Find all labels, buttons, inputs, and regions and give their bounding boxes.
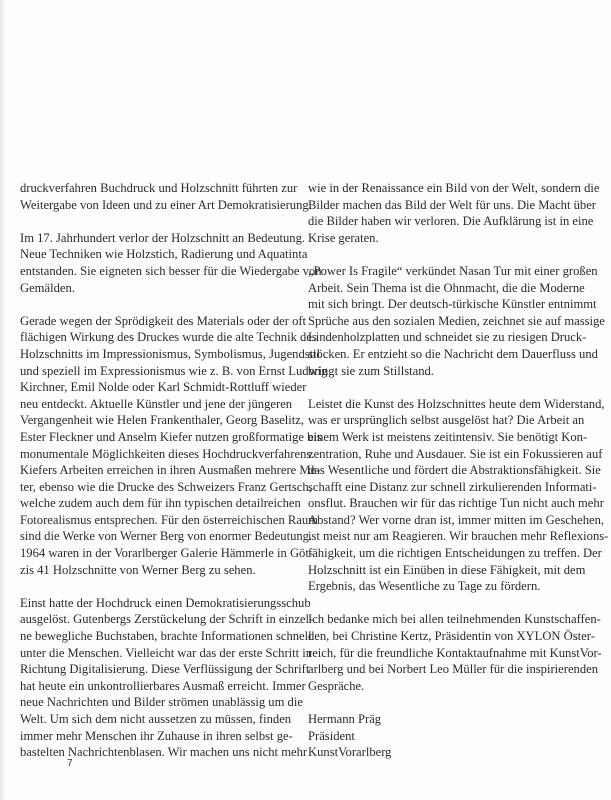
text-line: Gemälden. [20,280,75,295]
paragraph [20,230,322,296]
text-line: 1964 waren in der Vorarlberger Galerie Hämmerle in Göt- [20,546,314,561]
text-line: Weitergabe von Ideen und zu einer Art Demokratisierung. [20,197,312,212]
text-line: Im 17. Jahrhundert verlor der Holzschnitt an Bedeutung. [20,230,306,245]
text-line: neue Nachrichten und Bilder strömen unablässig um die [20,695,303,710]
text-line: zentration, Ruhe und Ausdauer. Sie ist ein Fokussieren auf [308,446,603,461]
text-line: Neue Techniken wie Holzstich, Radierung und Aquatinta [20,247,308,262]
text-line: Holzschnitt ist ein Einüben in diese Fähigkeit, mit dem [308,562,586,577]
text-line: stöcken. Er entzieht so die Nachricht dem Dauerfluss und [308,346,598,361]
text-line: den, bei Christine Kertz, Präsidentin von XYLON Öster- [308,629,595,644]
text-line: einem Werk ist meistens zeitintensiv. Sie benötigt Kon- [308,429,588,444]
text-line: Lindenholzplatten und schneidet sie zu riesigen Druck- [308,330,587,345]
text-line: Richtung Digitalisierung. Diese Verflüssigung der Schrift [20,662,310,677]
text-line: die Bilder haben wir verloren. Die Aufklärung ist in eine [308,214,594,229]
text-line: ist meist nur am Reagieren. Wir brauchen mehr Reflexions- [308,529,609,544]
text-line: schafft eine Distanz zur schnell zirkulierenden Informati- [308,479,597,494]
text-line: Krise geraten. [308,230,379,245]
text-line: monumentale Möglichkeiten dieses Hochdruckverfahrens. [20,446,315,461]
text-line: was er ursprünglich selbst ausgelöst hat? Die Arbeit an [308,413,585,428]
paragraph [308,611,602,694]
text-line: und speziell im Expressionismus wie z. B. von Ernst Ludwig [20,363,328,378]
text-line: ter, ebenso wie die Drucke des Schweizers Franz Gertsch, [20,479,312,494]
text-line: Ester Fleckner und Anselm Kiefer nutzen großformatige bis [20,429,322,444]
text-line: ausgelöst. Gutenbergs Zerstückelung der Schrift in einzel- [20,612,314,627]
signature-block [308,711,590,761]
page-edge-shadow [0,0,6,800]
text-line: das Wesentliche und fördert die Abstraktionsfähigkeit. Sie [308,463,601,478]
text-line: Kiefers Arbeiten erreichen in ihren Ausmaßen mehrere Me- [20,463,321,478]
text-line: Gerade wegen der Sprödigkeit des Materials oder der oft [20,313,307,328]
text-line: Bilder machen das Bild der Welt für uns. Die Macht über [308,197,596,212]
text-line: fähigkeit, um die richtigen Entscheidungen zu treffen. Der [308,546,602,561]
text-line: bastelten Nachrichtenblasen. Wir machen uns nicht mehr [20,745,308,760]
text-line: reich, für die freundliche Kontaktaufnahme mit KunstVor- [308,645,602,660]
text-line: druckverfahren Buchdruck und Holzschnitt führten zur [20,181,298,195]
text-line: Leistet die Kunst des Holzschnittes heute dem Widerstand, [308,396,605,411]
text-line: ne bewegliche Buchstaben, brachte Informationen schnell [20,629,312,644]
text-line: zis 41 Holzschnitte von Werner Berg zu sehen. [20,562,256,577]
signature-organization: KunstVorarlberg [308,745,392,760]
text-line: Holzschnitts im Impressionismus, Symbolismus, Jugendstil [20,346,321,361]
text-line: entstanden. Sie eigneten sich besser für die Wiedergabe von [20,263,322,278]
text-line: neu entdeckt. Aktuelle Künstler und jene der jüngeren [20,396,293,411]
text-line: „Power Is Fragile“ verkündet Nasan Tur mit einer großen [308,263,598,278]
paragraph [20,180,312,213]
text-line: Einst hatte der Hochdruck einen Demokratisierungsschub [20,595,311,610]
right-column [308,180,609,761]
text-line: welche zudem auch dem für ihn typischen detailreichen [20,496,301,511]
text-line: Gespräche. [308,678,365,693]
text-line: Ergebnis, das Wesentliche zu Tage zu fördern. [308,579,541,594]
text-line: hat heute ein unkontrollierbares Ausmaß erreicht. Immer [20,678,306,693]
text-line: flächigen Wirkung des Druckes wurde die alte Technik des [20,330,317,345]
page-number: 7 [67,758,73,769]
paragraph [308,180,600,246]
text-line: Welt. Um sich dem nicht aussetzen zu müssen, finden [20,712,292,726]
paragraph [20,595,314,761]
paragraph [308,263,605,379]
text-line: immer mehr Menschen ihr Zuhause in ihren selbst ge- [20,728,293,743]
text-line: unter die Menschen. Vielleicht war das der erste Schritt in [20,645,313,660]
text-line: Abstand? Wer vorne dran ist, immer mitten im Geschehen, [308,512,605,527]
signature-title: Präsident [308,728,355,743]
text-line: Vergangenheit wie Helen Frankenthaler, Georg Baselitz, [20,413,305,428]
text-line: wie in der Renaissance ein Bild von der Welt, sondern die [308,181,600,195]
paragraph [308,396,609,595]
text-line: bringt sie zum Stillstand. [308,363,434,378]
text-line: Sprüche aus den sozialen Medien, zeichnet sie auf massige [308,313,605,328]
text-line: Fotorealismus entsprechen. Für den österreichischen Raum [20,512,318,527]
text-line: onsflut. Brauchen wir für das richtige Tun nicht auch mehr [308,496,604,511]
left-column [20,180,328,777]
text-line: arlberg und bei Norbert Leo Müller für die inspirierenden [308,662,599,677]
text-line: sind die Werke von Werner Berg von enormer Bedeutung. [20,529,313,544]
text-line: mit sich bringt. Der deutsch-türkische Künstler entnimmt [308,297,597,312]
signature-name: Hermann Präg [308,712,382,726]
text-line: Ich bedanke mich bei allen teilnehmenden Kunstschaffen- [308,612,601,627]
text-line: Arbeit. Sein Thema ist die Ohnmacht, die die Moderne [308,280,585,295]
paragraph [20,313,328,579]
text-line: Kirchner, Emil Nolde oder Karl Schmidt-Rottluff wieder [20,380,307,395]
